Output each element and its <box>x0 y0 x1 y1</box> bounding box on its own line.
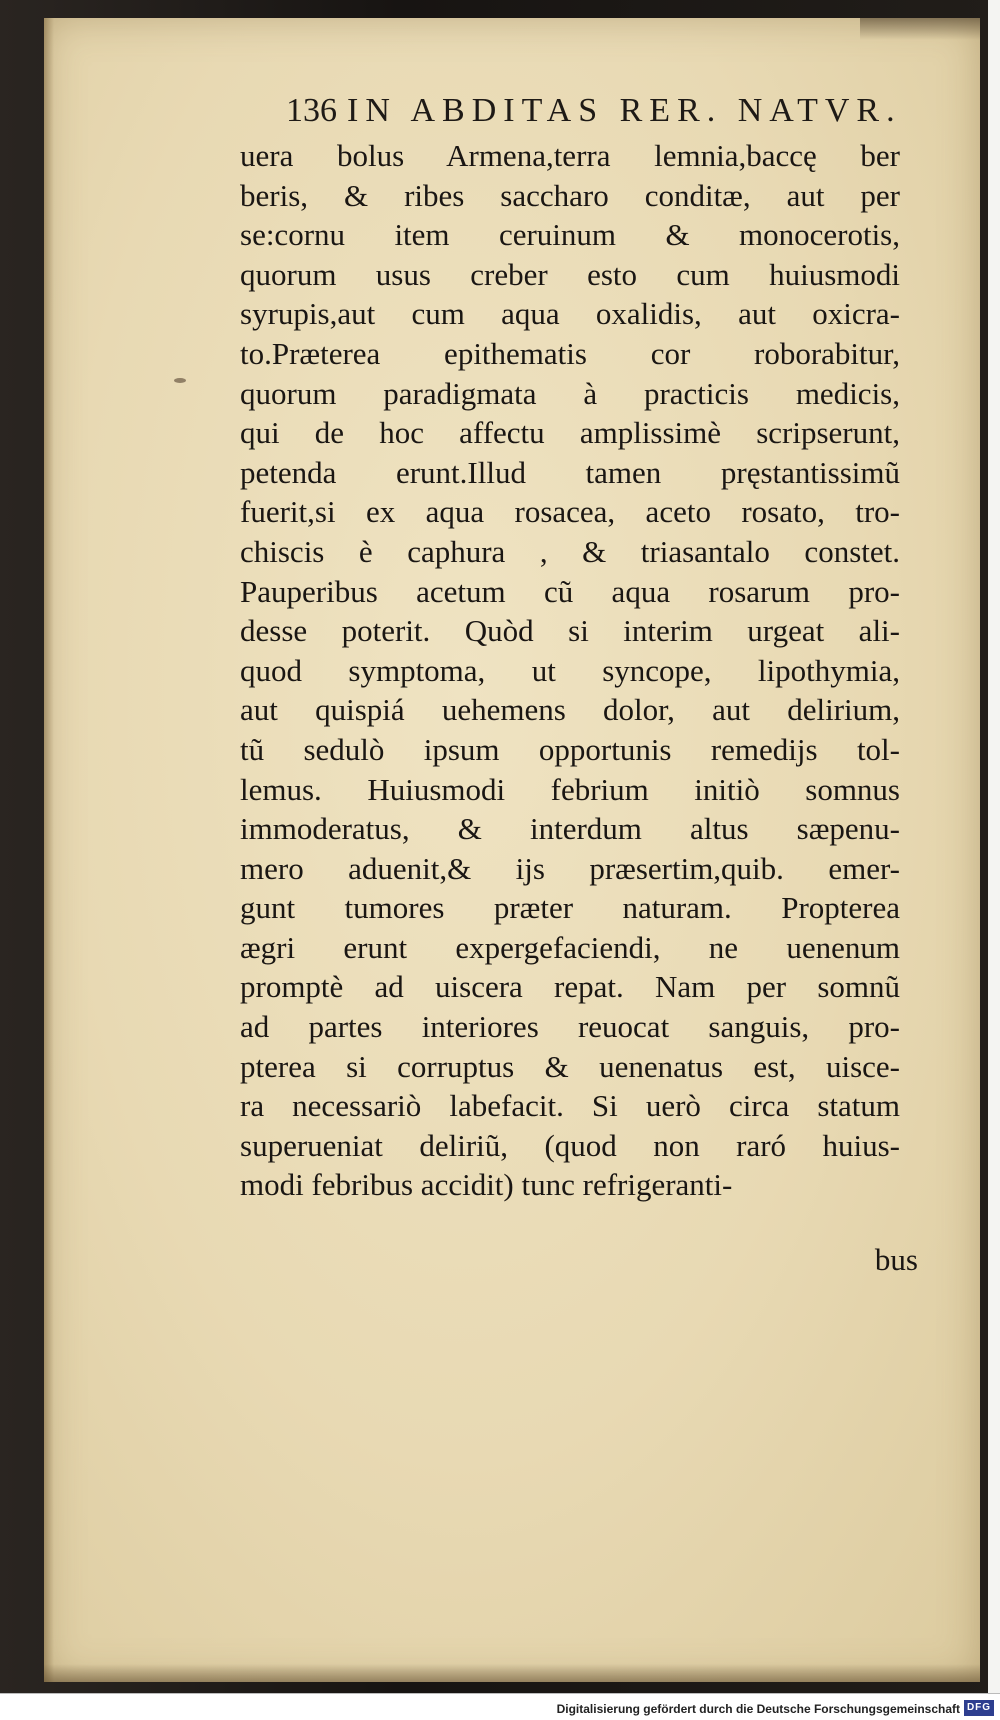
dfg-logo: DFG <box>964 1700 994 1716</box>
text-line: modi febribus accidit) tunc refrigeranti- <box>240 1167 733 1203</box>
text-line: petenda erunt.Illud tamen pręstantissimũ <box>240 454 900 490</box>
text-line: ad partes interiores reuocat sanguis, pro- <box>240 1009 900 1045</box>
text-line: beris, & ribes saccharo conditæ, aut per <box>240 177 900 213</box>
text-line: mero aduenit,& ijs præsertim,quib. emer- <box>240 850 900 886</box>
running-head-title: IN ABDITAS RER. NATVR. <box>347 92 902 129</box>
text-line: quod symptoma, ut syncope, lipothymia, <box>240 652 900 688</box>
text-line: quorum paradigmata à practicis medicis, <box>240 375 900 411</box>
text-line: ægri erunt expergefaciendi, ne uenenum <box>240 929 900 965</box>
text-line: to.Præterea epithematis cor roborabitur, <box>240 335 900 371</box>
catchword: bus <box>874 1242 918 1277</box>
text-line: tũ sedulò ipsum opportunis remedijs tol- <box>240 731 900 767</box>
text-line: promptè ad uiscera repat. Nam per somnũ <box>240 969 900 1005</box>
text-line: desse poterit. Quòd si interim urgeat ali- <box>240 613 900 649</box>
body-text <box>240 136 900 1205</box>
text-line: lemus. Huiusmodi febrium initiò somnus <box>240 771 900 807</box>
text-line: uera bolus Armena,terra lemnia,baccę ber <box>240 138 900 173</box>
ink-speck <box>174 378 186 383</box>
text-line: Pauperibus acetum cũ aqua rosarum pro- <box>240 573 900 609</box>
footer-bar <box>0 1693 1000 1720</box>
running-head <box>286 92 906 130</box>
text-line: syrupis,aut cum aqua oxalidis, aut oxicra- <box>240 296 900 332</box>
text-line: qui de hoc affectu amplissimè scripserunt, <box>240 415 900 451</box>
text-line: quorum usus creber esto cum huiusmodi <box>240 256 900 292</box>
text-line: immoderatus, & interdum altus sæpenu- <box>240 811 900 847</box>
text-line: pterea si corruptus & uenenatus est, uisce- <box>240 1048 900 1084</box>
text-line: fuerit,si ex aqua rosacea, aceto rosato, tro- <box>240 494 900 530</box>
text-line: aut quispiá uehemens dolor, aut delirium, <box>240 692 900 728</box>
text-line: gunt tumores præter naturam. Propterea <box>240 890 900 926</box>
footer-credit: Digitalisierung gefördert durch die Deutsche Forschungsgemeinschaft <box>556 1702 960 1716</box>
scan-margin <box>988 0 1000 1720</box>
text-line: superueniat deliriũ, (quod non raró huius- <box>240 1127 900 1163</box>
page-number: 136 <box>286 92 337 129</box>
text-line: chiscis è caphura , & triasantalo constet. <box>240 533 900 569</box>
page-edge-shadow <box>44 1664 980 1682</box>
text-line: se:cornu item ceruinum & monocerotis, <box>240 217 900 253</box>
page-edge-shadow <box>44 18 54 1682</box>
text-line: ra necessariò labefacit. Si uerò circa statum <box>240 1088 900 1124</box>
page-edge-shadow <box>860 18 980 40</box>
